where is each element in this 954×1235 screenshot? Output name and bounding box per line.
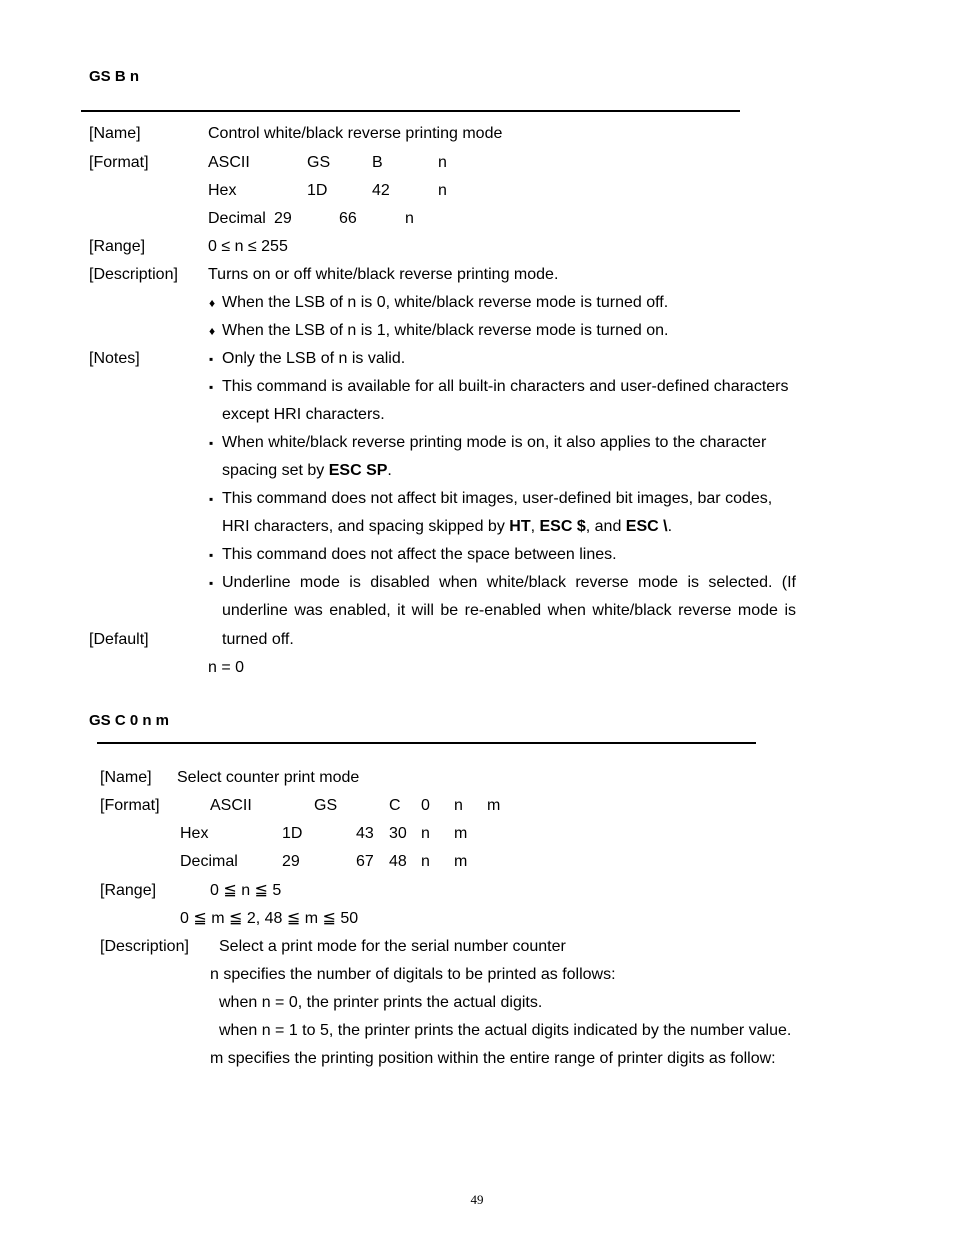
section-heading-gs-c-0-n-m: GS C 0 n m bbox=[89, 712, 170, 729]
description-line-1: Select a print mode for the serial number counter bbox=[219, 938, 566, 955]
label-name: [Name] bbox=[100, 769, 152, 786]
description-bullet-1: When the LSB of n is 0, white/black reverse mode is turned off. bbox=[222, 294, 669, 311]
format-ascii-b: B bbox=[372, 154, 383, 171]
format-decimal-label: Decimal bbox=[208, 210, 266, 227]
note-2-line-1: This command is available for all built-in characters and user-defined characters bbox=[222, 378, 789, 395]
format-hex-m: m bbox=[454, 825, 468, 842]
format-hex-30: 30 bbox=[389, 825, 407, 842]
format-hex-1d: 1D bbox=[307, 182, 328, 199]
note-4-text: HRI characters, and spacing skipped by bbox=[222, 518, 505, 535]
format-hex-43: 43 bbox=[356, 825, 374, 842]
command-esc-backslash: ESC \ bbox=[625, 518, 668, 535]
range-line-1: 0 ≦ n ≦ 5 bbox=[210, 882, 282, 899]
note-4-line-2 bbox=[222, 518, 672, 536]
description-text: Turns on or off white/black reverse printing mode. bbox=[208, 266, 559, 283]
label-range: [Range] bbox=[100, 882, 157, 899]
note-6-line-2: underline was enabled, it will be re-enabled when white/black reverse mode is bbox=[222, 602, 796, 619]
period: . bbox=[667, 518, 673, 535]
command-esc-sp: ESC SP bbox=[328, 462, 388, 479]
note-6-line-1: Underline mode is disabled when white/black reverse mode is selected. (If bbox=[222, 574, 796, 591]
format-hex-label: Hex bbox=[180, 825, 209, 842]
description-line-5: m specifies the printing position within the entire range of printer digits as follow: bbox=[210, 1050, 776, 1067]
note-6-line-3: turned off. bbox=[222, 631, 294, 648]
command-esc-dollar: ESC $ bbox=[539, 518, 586, 535]
label-name: [Name] bbox=[89, 125, 141, 142]
note-1: Only the LSB of n is valid. bbox=[222, 350, 406, 367]
format-decimal-67: 67 bbox=[356, 853, 374, 870]
square-bullet-icon: ▪ bbox=[209, 576, 214, 590]
format-ascii-0: 0 bbox=[421, 797, 430, 814]
diamond-bullet-icon: ♦ bbox=[209, 296, 216, 310]
format-decimal-n: n bbox=[405, 210, 414, 227]
format-hex-label: Hex bbox=[208, 182, 237, 199]
format-hex-n: n bbox=[421, 825, 430, 842]
format-ascii-label: ASCII bbox=[210, 797, 252, 814]
format-ascii-m: m bbox=[487, 797, 501, 814]
note-3-text: spacing set by bbox=[222, 462, 325, 479]
format-ascii-label: ASCII bbox=[208, 154, 250, 171]
format-decimal-66: 66 bbox=[339, 210, 357, 227]
description-line-3: when n = 0, the printer prints the actual digits. bbox=[219, 994, 543, 1011]
note-5: This command does not affect the space between lines. bbox=[222, 546, 617, 563]
separator: , bbox=[530, 518, 536, 535]
label-description: [Description] bbox=[89, 266, 178, 283]
diamond-bullet-icon: ♦ bbox=[209, 324, 216, 338]
description-line-4: when n = 1 to 5, the printer prints the actual digits indicated by the number value. bbox=[219, 1022, 792, 1039]
square-bullet-icon: ▪ bbox=[209, 352, 214, 366]
page-number: 49 bbox=[470, 1192, 484, 1207]
square-bullet-icon: ▪ bbox=[209, 380, 214, 394]
description-line-2: n specifies the number of digitals to be printed as follows: bbox=[210, 966, 616, 983]
format-decimal-label: Decimal bbox=[180, 853, 238, 870]
command-ht: HT bbox=[509, 518, 531, 535]
name-value: Select counter print mode bbox=[177, 769, 360, 786]
note-4-line-1: This command does not affect bit images, user-defined bit images, bar codes, bbox=[222, 490, 773, 507]
format-decimal-29: 29 bbox=[274, 210, 292, 227]
label-default: [Default] bbox=[89, 631, 149, 648]
label-format: [Format] bbox=[89, 154, 149, 171]
label-notes: [Notes] bbox=[89, 350, 140, 367]
format-ascii-n: n bbox=[454, 797, 463, 814]
format-hex-n: n bbox=[438, 182, 447, 199]
square-bullet-icon: ▪ bbox=[209, 548, 214, 562]
format-hex-1d: 1D bbox=[282, 825, 303, 842]
label-description: [Description] bbox=[100, 938, 189, 955]
period: . bbox=[387, 462, 392, 479]
label-format: [Format] bbox=[100, 797, 160, 814]
format-decimal-m: m bbox=[454, 853, 468, 870]
range-value: 0 ≤ n ≤ 255 bbox=[208, 238, 288, 255]
format-hex-42: 42 bbox=[372, 182, 390, 199]
square-bullet-icon: ▪ bbox=[209, 492, 214, 506]
label-range: [Range] bbox=[89, 238, 146, 255]
square-bullet-icon: ▪ bbox=[209, 436, 214, 450]
format-ascii-n: n bbox=[438, 154, 447, 171]
note-3-line-2 bbox=[222, 462, 392, 480]
separator: , and bbox=[585, 518, 622, 535]
format-decimal-n: n bbox=[421, 853, 430, 870]
format-decimal-29: 29 bbox=[282, 853, 300, 870]
format-ascii-c: C bbox=[389, 797, 401, 814]
format-ascii-gs: GS bbox=[307, 154, 331, 171]
description-bullet-2: When the LSB of n is 1, white/black reverse mode is turned on. bbox=[222, 322, 669, 339]
format-decimal-48: 48 bbox=[389, 853, 407, 870]
section-heading-gs-b-n: GS B n bbox=[89, 68, 140, 85]
section-divider bbox=[81, 110, 740, 112]
note-3-line-1-text: When white/black reverse printing mode is on, it also applies to the character bbox=[222, 434, 767, 451]
name-value: Control white/black reverse printing mode bbox=[208, 125, 503, 142]
default-value: n = 0 bbox=[208, 659, 245, 676]
section-divider bbox=[97, 742, 756, 744]
format-ascii-gs: GS bbox=[314, 797, 338, 814]
note-2-line-2: except HRI characters. bbox=[222, 406, 385, 423]
note-3-line-1 bbox=[222, 434, 796, 452]
range-line-2: 0 ≦ m ≦ 2, 48 ≦ m ≦ 50 bbox=[180, 910, 359, 927]
